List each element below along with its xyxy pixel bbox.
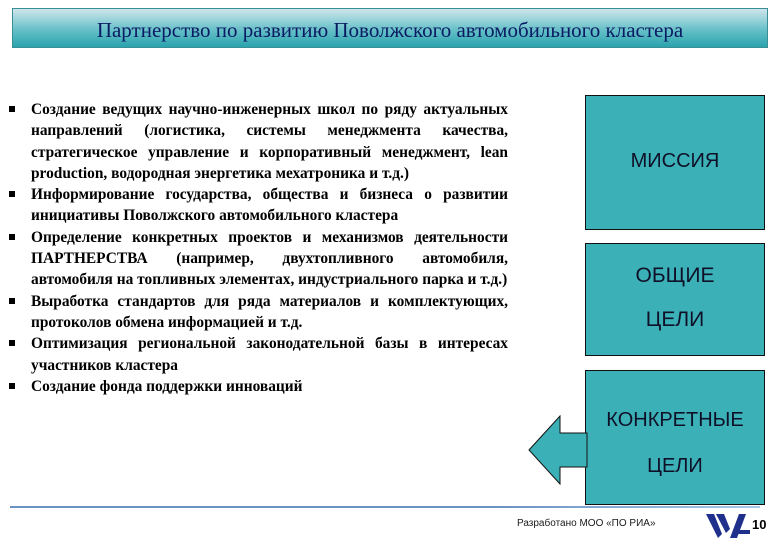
mission-box [585, 95, 765, 230]
bullet-square-icon [9, 340, 15, 346]
general-goals-label-1: ОБЩИЕ [635, 264, 715, 287]
page-number: 10 [752, 517, 767, 532]
bullet-item [8, 376, 508, 397]
bullet-text: Информирование государства, общества и бизнеса о развитии инициативы Поволжского автомобильного кластера [31, 186, 508, 225]
bullet-square-icon [9, 383, 15, 389]
bullet-square-icon [9, 234, 15, 240]
bullet-text: Оптимизация региональной законодательной базы в интересах участников кластера [31, 335, 508, 374]
bullet-item [8, 99, 508, 184]
bullet-text: Создание ведущих научно-инженерных школ по ряду актуальных направлений (логистика, системы менеджмента качества, стратегическое управление и корпоративный менеджмент, lean production, водородная энергетика мехатроника и т.д.) [31, 101, 508, 182]
general-goals-box [585, 243, 765, 356]
concrete-goals-box [585, 370, 765, 505]
bullet-item [8, 333, 508, 376]
bullet-item [8, 291, 508, 334]
developer-credit: Разработано МОО «ПО РИА» [517, 518, 656, 529]
title-bar [12, 8, 768, 48]
bullet-square-icon [9, 191, 15, 197]
bullet-text: Выработка стандартов для ряда материалов и комплектующих, протоколов обмена информацией и т.д. [31, 292, 508, 331]
ria-logo-icon [706, 512, 750, 540]
slide-title: Партнерство по развитию Поволжского автомобильного кластера [96, 18, 684, 42]
concrete-goals-label-2: ЦЕЛИ [647, 455, 703, 477]
left-arrow-icon [528, 415, 588, 485]
bullet-item [8, 184, 508, 227]
mission-label: МИССИЯ [630, 150, 720, 172]
footer-divider [10, 506, 760, 508]
general-goals-label-2: ЦЕЛИ [645, 308, 705, 331]
bullet-text: Определение конкретных проектов и механизмов деятельности ПАРТНЕРСТВА (например, двухтопливного автомобиля, автомобиля на топливных элементах, индустриального парка и т.д.) [31, 228, 508, 289]
concrete-goals-label-1: КОНКРЕТНЫЕ [606, 409, 744, 431]
bullet-square-icon [9, 106, 15, 112]
bullet-square-icon [9, 298, 15, 304]
bullet-item [8, 227, 508, 291]
bullet-list [8, 99, 508, 397]
bullet-text: Создание фонда поддержки инноваций [31, 377, 303, 395]
